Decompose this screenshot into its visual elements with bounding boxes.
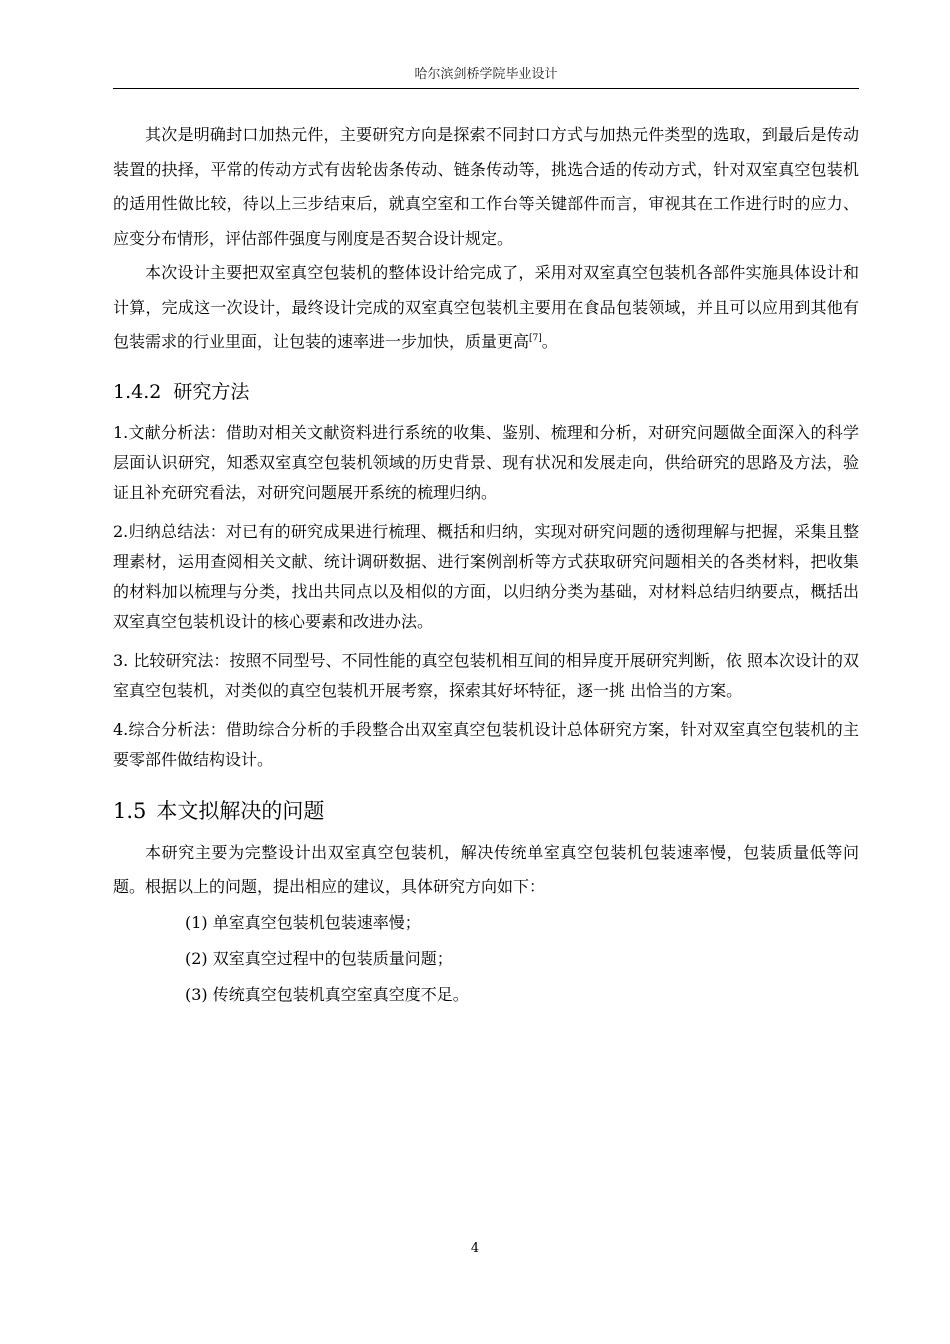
method-item-comparison: 3. 比较研究法：按照不同型号、不同性能的真空包装机相互间的相异度开展研究判断，依 照本次设计的双室真空包装机，对类似的真空包装机开展考察，探索其好坏特征，逐一挑 出恰当的方案。 bbox=[113, 650, 859, 700]
header-rule bbox=[113, 88, 859, 89]
page-body bbox=[113, 118, 859, 1013]
running-header: 哈尔滨剑桥学院毕业设计 bbox=[414, 67, 558, 82]
problem-item-3: (3) 传统真空包装机真空室真空度不足。 bbox=[185, 984, 469, 1004]
section-title: 本文拟解决的问题 bbox=[156, 798, 325, 823]
body-paragraph-2-text: 本次设计主要把双室真空包装机的整体设计给完成了，采用对双室真空包装机各部件实施具体设计和计算，完成这一次设计，最终设计完成的双室真空包装机主要用在食品包装领域，并且可以应用到其他有包装需求的行业里面，让包装的速率进一步加快，质量更高 bbox=[113, 263, 859, 351]
section-number: 1.4.2 bbox=[113, 380, 162, 403]
body-paragraph-2 bbox=[113, 256, 859, 360]
section-title: 研究方法 bbox=[173, 380, 250, 403]
body-paragraph-1: 其次是明确封口加热元件，主要研究方向是探索不同封口方式与加热元件类型的选取，到最后是传动装置的抉择，平常的传动方式有齿轮齿条传动、链条传动等，挑选合适的传动方式，针对双室真空包装机的适用性做比较，待以上三步结束后，就真空室和工作台等关键部件而言，审视其在工作进行时的应力、应变分布情形，评估部件强度与刚度是否契合设计规定。 bbox=[113, 125, 859, 248]
problem-item-2: (2) 双室真空过程中的包装质量问题； bbox=[185, 948, 453, 968]
method-item-literature: 1.文献分析法：借助对相关文献资料进行系统的收集、鉴别、梳理和分析，对研究问题做全面深入的科学层面认识研究，知悉双室真空包装机领域的历史背景、现有状况和发展走向，供给研究的思路及方法，验证且补充研究看法，对研究问题展开系统的梳理归纳。 bbox=[113, 422, 859, 502]
body-paragraph-2-end: 。 bbox=[541, 332, 558, 351]
section-heading-1-5 bbox=[113, 784, 859, 836]
problem-item-1: (1) 单室真空包装机包装速率慢； bbox=[185, 912, 421, 932]
section-heading-1-4-2 bbox=[113, 370, 859, 418]
method-item-induction: 2.归纳总结法：对已有的研究成果进行梳理、概括和归纳，实现对研究问题的透彻理解与把握，采集且整理素材，运用查阅相关文献、统计调研数据、进行案例剖析等方式获取研究问题相关的各类材料，把收集的材料加以梳理与分类，找出共同点以及相似的方面，以归纳分类为基础，对材料总结归纳要点，概括出双室真空包装机设计的核心要素和改进办法。 bbox=[113, 521, 859, 631]
method-item-synthesis: 4.综合分析法：借助综合分析的手段整合出双室真空包装机设计总体研究方案，针对双室真空包装机的主要零部件做结构设计。 bbox=[113, 719, 859, 769]
page-number: 4 bbox=[470, 1241, 480, 1256]
citation-marker: [7] bbox=[529, 333, 542, 344]
body-paragraph-3: 本研究主要为完整设计出双室真空包装机，解决传统单室真空包装机包装速率慢，包装质量低等问题。根据以上的问题，提出相应的建议，具体研究方向如下： bbox=[113, 842, 859, 896]
section-number: 1.5 bbox=[113, 798, 147, 823]
